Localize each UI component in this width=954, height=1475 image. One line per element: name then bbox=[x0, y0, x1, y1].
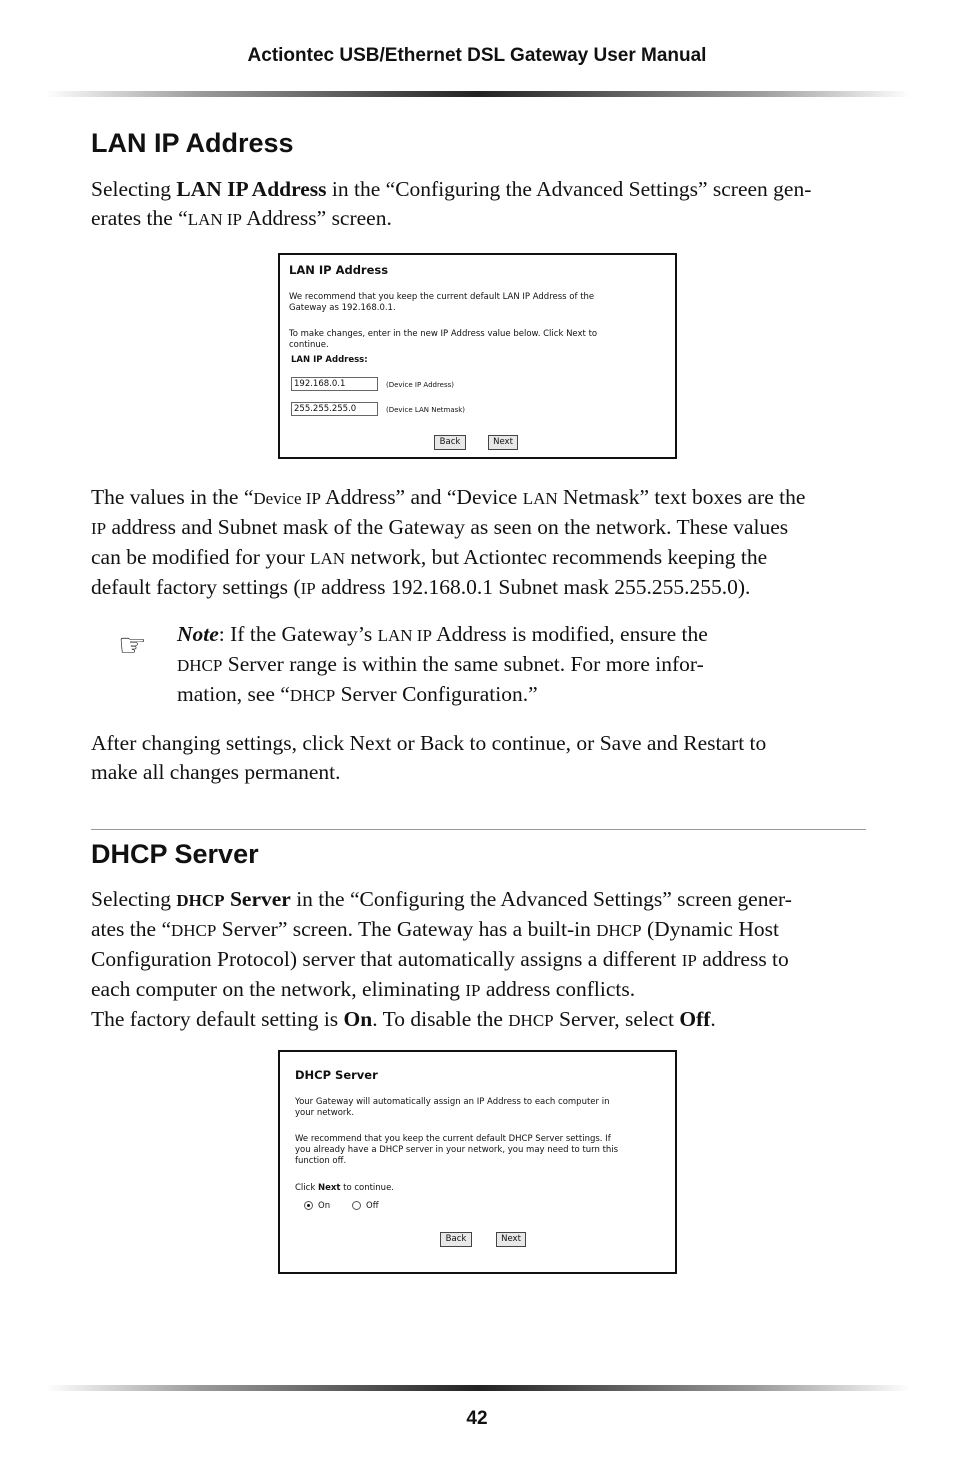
lan-ip-screenshot bbox=[278, 253, 677, 459]
back-button[interactable]: Back bbox=[440, 1232, 472, 1247]
section-divider bbox=[91, 829, 866, 830]
dhcp-screenshot-text-2: We recommend that you keep the current default DHCP Server settings. If you already have a DHCP server in your network, you may need to turn this function off. bbox=[295, 1134, 619, 1166]
device-ip-hint: (Device IP Address) bbox=[386, 381, 455, 389]
device-netmask-hint: (Device LAN Netmask) bbox=[386, 406, 466, 414]
dhcp-server-heading: DHCP Server bbox=[91, 839, 259, 869]
lan-screenshot-title: LAN IP Address bbox=[289, 263, 389, 277]
lan-ip-field-label: LAN IP Address: bbox=[291, 355, 368, 365]
lan-intro-paragraph: Selecting LAN IP Address in the “Configuring the Advanced Settings” screen gen- erates the “LAN IP Address” screen. bbox=[91, 177, 812, 230]
dhcp-server-screenshot bbox=[278, 1050, 677, 1274]
next-button[interactable]: Next bbox=[488, 435, 518, 450]
lan-ip-heading: LAN IP Address bbox=[91, 128, 294, 158]
lan-screenshot-text-1: We recommend that you keep the current default LAN IP Address of the Gateway as 192.168.0.1. bbox=[289, 292, 595, 313]
dhcp-off-label: Off bbox=[366, 1201, 379, 1211]
manual-title: Actiontec USB/Ethernet DSL Gateway User Manual bbox=[247, 45, 707, 66]
pointing-hand-icon: ☞ bbox=[118, 626, 147, 664]
dhcp-paragraph: Selecting DHCP Server in the “Configuring the Advanced Settings” screen gener- ates the “DHCP Server” screen. The Gateway has a built-in DHCP (Dynamic Host Configuration Protocol) server that automatically assigns a different IP address to each computer on the network, eliminating IP address conflicts. The factory default setting is On. To disable the DHCP Server, select Off. bbox=[91, 887, 792, 1031]
dhcp-on-radio[interactable] bbox=[304, 1201, 313, 1210]
lan-values-paragraph: The values in the “Device IP Address” and “Device LAN Netmask” text boxes are the IP address and Subnet mask of the Gateway as seen on the network. These values can be modified for your LAN network, but Actiontec recommends keeping the default factory settings (IP address 192.168.0.1 Subnet mask 255.255.255.0). bbox=[91, 485, 806, 599]
page-number: 42 bbox=[466, 1408, 488, 1429]
note-paragraph: Note: If the Gateway’s LAN IP Address is modified, ensure the DHCP Server range is within the same subnet. For more infor- mation, see “DHCP Server Configuration.” bbox=[177, 622, 708, 706]
device-ip-input[interactable]: 192.168.0.1 bbox=[291, 377, 378, 391]
header-rule bbox=[45, 91, 911, 97]
dhcp-screenshot-title: DHCP Server bbox=[295, 1068, 378, 1082]
next-button[interactable]: Next bbox=[496, 1232, 526, 1247]
dhcp-screenshot-text-1: Your Gateway will automatically assign an IP Address to each computer in your network. bbox=[295, 1097, 610, 1118]
back-button[interactable]: Back bbox=[434, 435, 466, 450]
after-changing-paragraph: After changing settings, click Next or Back to continue, or Save and Restart to make all changes permanent. bbox=[91, 731, 767, 784]
footer-rule bbox=[45, 1385, 911, 1391]
dhcp-on-label: On bbox=[318, 1201, 331, 1211]
lan-screenshot-text-2: To make changes, enter in the new IP Address value below. Click Next to continue. bbox=[289, 329, 598, 350]
dhcp-off-radio[interactable] bbox=[352, 1201, 361, 1210]
device-netmask-input[interactable]: 255.255.255.0 bbox=[291, 402, 378, 416]
dhcp-screenshot-text-3: Click Next to continue. bbox=[295, 1183, 395, 1193]
